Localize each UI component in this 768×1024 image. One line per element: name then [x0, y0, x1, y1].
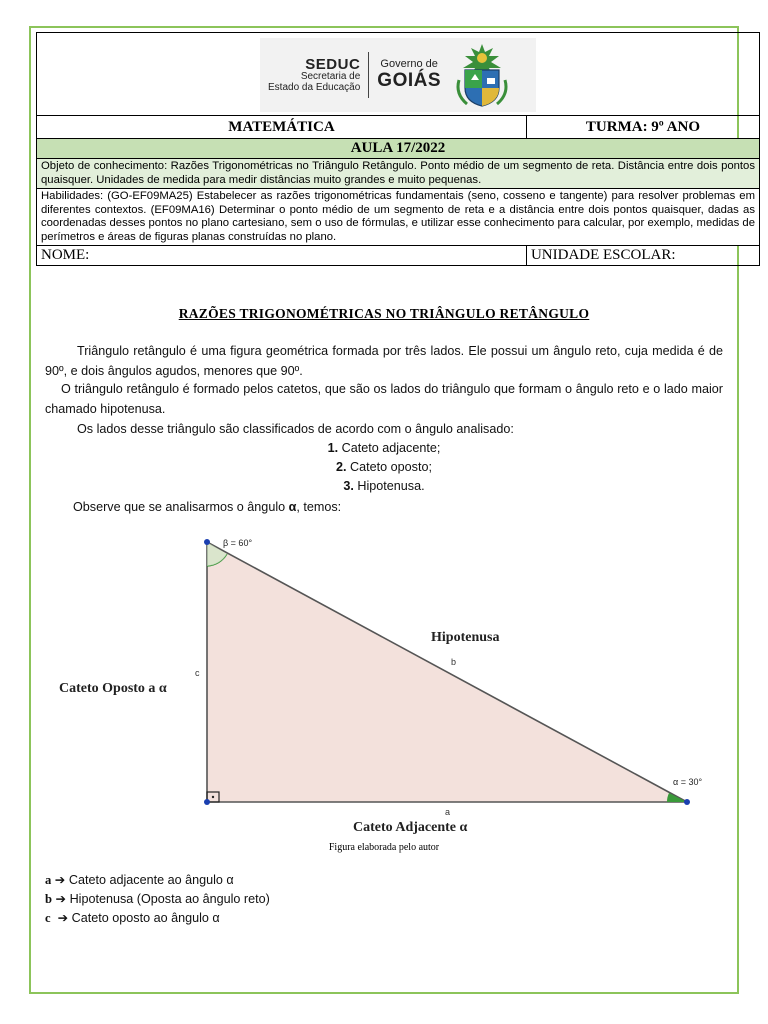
class-cell: TURMA: 9º ANO [526, 116, 759, 139]
paragraph-2: O triângulo retângulo é formado pelos catetos, que são os lados do triângulo que formam o ângulo reto e o lado maior chamado hipotenusa. [45, 382, 723, 416]
seduc-title: SEDUC [305, 55, 361, 73]
seduc-line2: Estado da Educação [268, 81, 361, 93]
goias-coat-of-arms-icon [449, 40, 515, 110]
adjacent-leg-label: Cateto Adjacente α [353, 820, 468, 835]
skills-cell: Habilidades: (GO-EF09MA25) Estabelecer as razões trigonométricas fundamentais (seno, cosseno e tangente) para resolver problemas em diferentes contextos. (EF09MA16) Determinar o ponto médio de um segmento de reta e a distância entre dois pontos quaisquer, dadas as coordenadas desses pontos no plano cartesiano, sem o uso de fórmulas, e utilizar esse conhecimento para calcular, por exemplo, medidas de perímetros e áreas de figuras planas construídas no plano. [37, 189, 760, 246]
triangle-shape [207, 542, 687, 802]
subject-cell: MATEMÁTICA [37, 116, 527, 139]
objective-cell: Objeto de conhecimento: Razões Trigonométricas no Triângulo Retângulo. Ponto médio de um segmento de reta. Distância entre dois pontos quaisquer. Unidades de medida para medir distâncias muito grandes e muito pequenas. [37, 159, 760, 189]
hypotenuse-label: Hipotenusa [431, 630, 500, 645]
logo-cell [37, 33, 760, 116]
arrow-icon: ➔ [55, 892, 67, 906]
beta-label: β = 60° [223, 538, 253, 548]
definition-a: a ➔ Cateto adjacente ao ângulo α [45, 873, 234, 887]
alpha-label: α = 30° [673, 777, 703, 787]
paragraph-3: Os lados desse triângulo são classificados de acordo com o ângulo analisado: [77, 422, 514, 436]
side-a-label: a [445, 807, 451, 817]
right-angle-dot [212, 796, 214, 798]
right-triangle-figure [55, 530, 715, 840]
paragraph-4: Observe que se analisarmos o ângulo α, temos: [73, 500, 342, 514]
list-item: 1. Cateto adjacente; [327, 441, 441, 455]
logo-divider [368, 52, 369, 98]
side-c-label: c [195, 668, 200, 678]
gov-line2: GOIÁS [377, 69, 442, 91]
section-title: RAZÕES TRIGONOMÉTRICAS NO TRIÂNGULO RETÂNGULO [178, 306, 590, 321]
seduc-goias-logo [260, 38, 536, 112]
header-table [36, 32, 760, 266]
lesson-cell: AULA 17/2022 [37, 139, 760, 159]
vertex-right-angle [204, 799, 210, 805]
side-b-label: b [451, 657, 457, 667]
alpha-angle-fill [667, 793, 687, 802]
vertex-top [204, 539, 210, 545]
definition-b: b ➔ Hipotenusa (Oposta ao ângulo reto) [45, 892, 270, 906]
arrow-icon: ➔ [57, 911, 69, 925]
vertex-alpha [684, 799, 690, 805]
definition-c: c ➔ Cateto oposto ao ângulo α [45, 911, 220, 925]
seduc-logo-text [268, 57, 360, 94]
opposite-leg-label: Cateto Oposto a α [59, 681, 167, 696]
figure-caption: Figura elaborada pelo autor [328, 842, 440, 853]
name-field[interactable]: NOME: [37, 246, 527, 266]
arrow-icon: ➔ [54, 873, 66, 887]
list-item: 3. Hipotenusa. [343, 479, 425, 493]
goias-logo-text [377, 59, 441, 90]
gov-line1: Governo de [380, 58, 438, 71]
school-field[interactable]: UNIDADE ESCOLAR: [526, 246, 759, 266]
list-item: 2. Cateto oposto; [336, 460, 432, 474]
paragraph-1: Triângulo retângulo é uma figura geométrica formada por três lados. Ele possui um ângulo reto, cuja medida é de 90º, e dois ângulos agudos, menores que 90º. [45, 344, 723, 378]
seduc-line1: Secretaria de [300, 71, 361, 83]
